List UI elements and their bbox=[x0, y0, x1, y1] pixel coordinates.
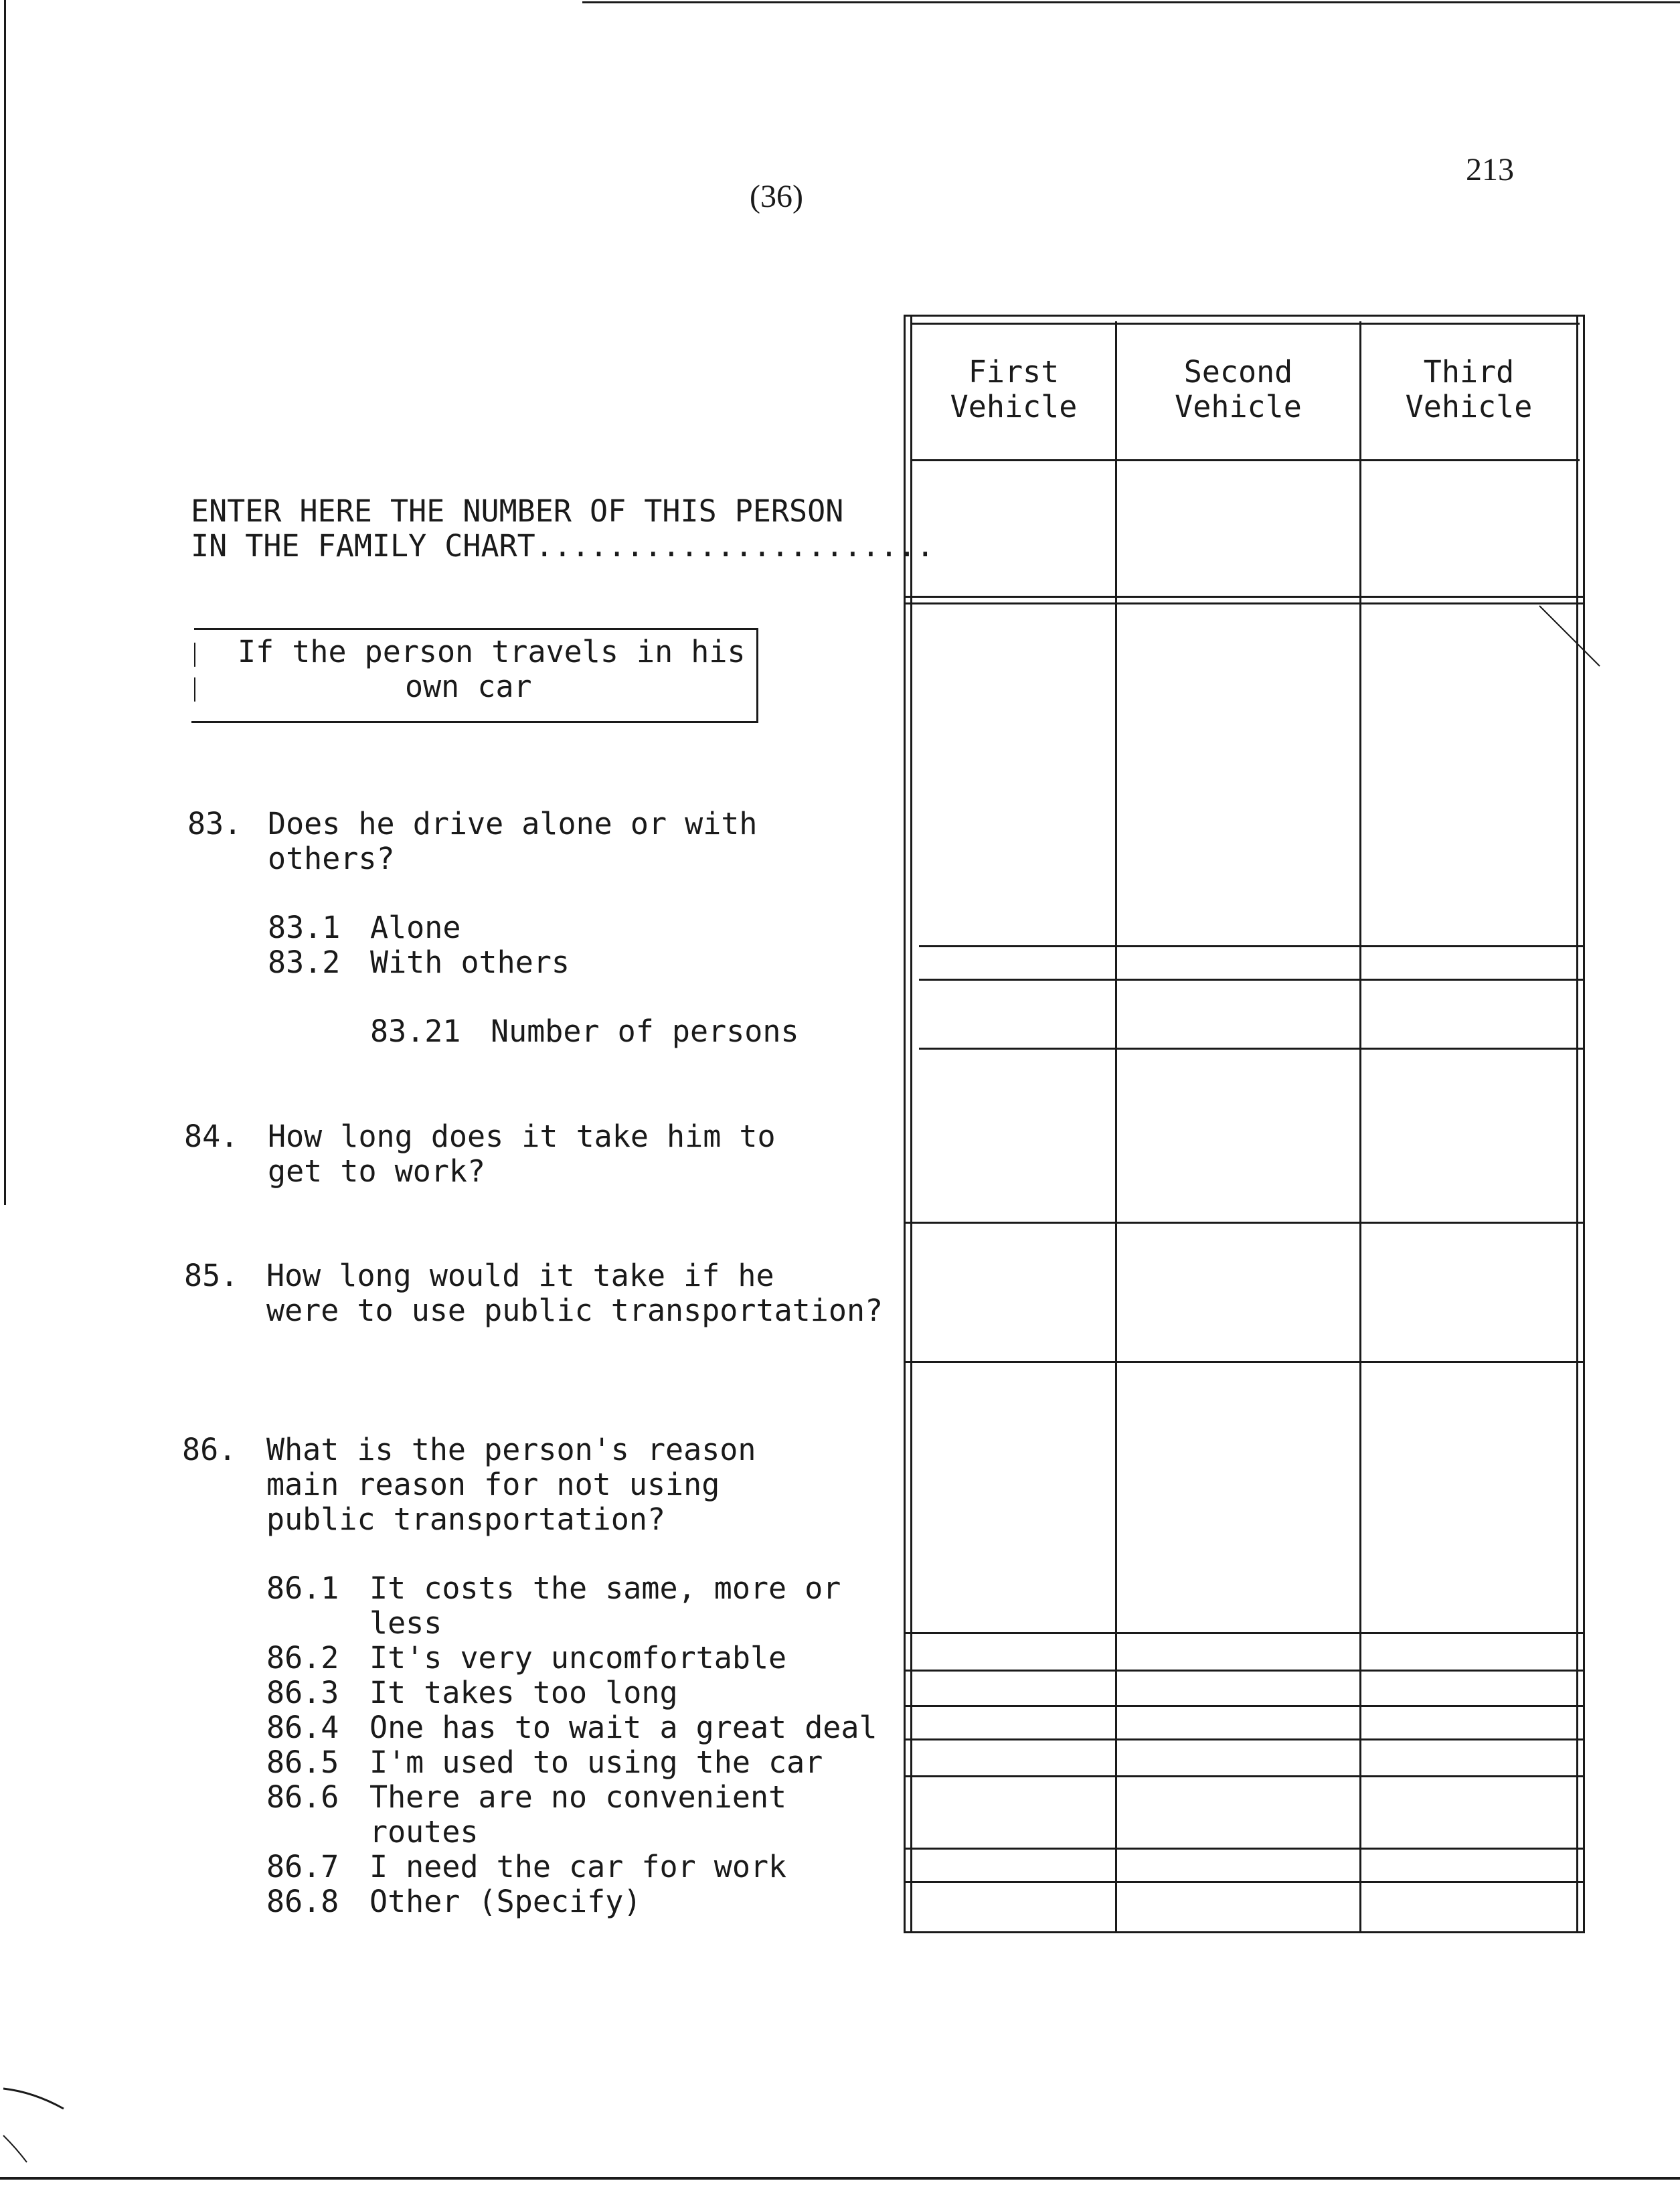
question-86-number: 86. bbox=[182, 1432, 237, 1467]
question-83-text: others? bbox=[268, 841, 395, 876]
option-label: routes bbox=[369, 1814, 479, 1850]
option-label: One has to wait a great deal bbox=[369, 1710, 877, 1745]
option-code: 86.4 bbox=[266, 1710, 339, 1745]
instruction-box-line2: own car bbox=[405, 669, 532, 704]
option-label: There are no convenient bbox=[369, 1779, 787, 1815]
question-84-text: get to work? bbox=[268, 1153, 486, 1189]
option-label: I'm used to using the car bbox=[369, 1745, 823, 1780]
family-chart-instruction-line2: IN THE FAMILY CHART...................... bbox=[191, 528, 934, 564]
option-label: I need the car for work bbox=[369, 1849, 787, 1884]
family-chart-instruction-line1: ENTER HERE THE NUMBER OF THIS PERSON bbox=[191, 493, 844, 529]
option-label: Alone bbox=[370, 910, 461, 945]
column-header-third: Third Vehicle bbox=[1405, 354, 1533, 424]
question-85-number: 85. bbox=[184, 1258, 239, 1293]
scan-edge-top bbox=[582, 1, 1680, 3]
option-code: 86.5 bbox=[266, 1745, 339, 1780]
instruction-box-line1: If the person travels in his bbox=[238, 634, 746, 669]
option-code: 86.1 bbox=[266, 1570, 339, 1606]
option-code: 86.8 bbox=[266, 1884, 339, 1919]
option-code: 83.2 bbox=[268, 945, 341, 980]
question-84-text: How long does it take him to bbox=[268, 1119, 776, 1154]
question-85-text: were to use public transportation? bbox=[266, 1293, 884, 1328]
option-label: Other (Specify) bbox=[369, 1884, 642, 1919]
section-number: (36) bbox=[750, 179, 803, 214]
option-label: less bbox=[369, 1605, 442, 1641]
option-code: 86.3 bbox=[266, 1675, 339, 1710]
sub-option-code: 83.21 bbox=[370, 1014, 461, 1049]
scan-mark bbox=[0, 2069, 80, 2189]
scan-edge-left bbox=[4, 0, 6, 1205]
option-code: 86.7 bbox=[266, 1849, 339, 1884]
option-code: 86.6 bbox=[266, 1779, 339, 1815]
question-85-text: How long would it take if he bbox=[266, 1258, 774, 1293]
page-number: 213 bbox=[1466, 152, 1514, 187]
option-label: It costs the same, more or bbox=[369, 1570, 841, 1606]
option-label: With others bbox=[370, 945, 570, 980]
sub-option-label: Number of persons bbox=[491, 1014, 799, 1049]
question-84-number: 84. bbox=[184, 1119, 239, 1154]
column-header-first: First Vehicle bbox=[950, 354, 1078, 424]
question-86-text: What is the person's reason bbox=[266, 1432, 756, 1467]
question-86-text: public transportation? bbox=[266, 1502, 666, 1537]
option-code: 86.2 bbox=[266, 1640, 339, 1676]
question-86-text: main reason for not using bbox=[266, 1467, 720, 1502]
question-83-number: 83. bbox=[187, 806, 242, 841]
column-header-second: Second Vehicle bbox=[1175, 354, 1302, 424]
option-label: It takes too long bbox=[369, 1675, 678, 1710]
scan-mark bbox=[1533, 599, 1606, 673]
option-label: It's very uncomfortable bbox=[369, 1640, 787, 1676]
option-code: 83.1 bbox=[268, 910, 341, 945]
scan-edge-bottom bbox=[0, 2177, 1680, 2180]
question-83-text: Does he drive alone or with bbox=[268, 806, 758, 841]
